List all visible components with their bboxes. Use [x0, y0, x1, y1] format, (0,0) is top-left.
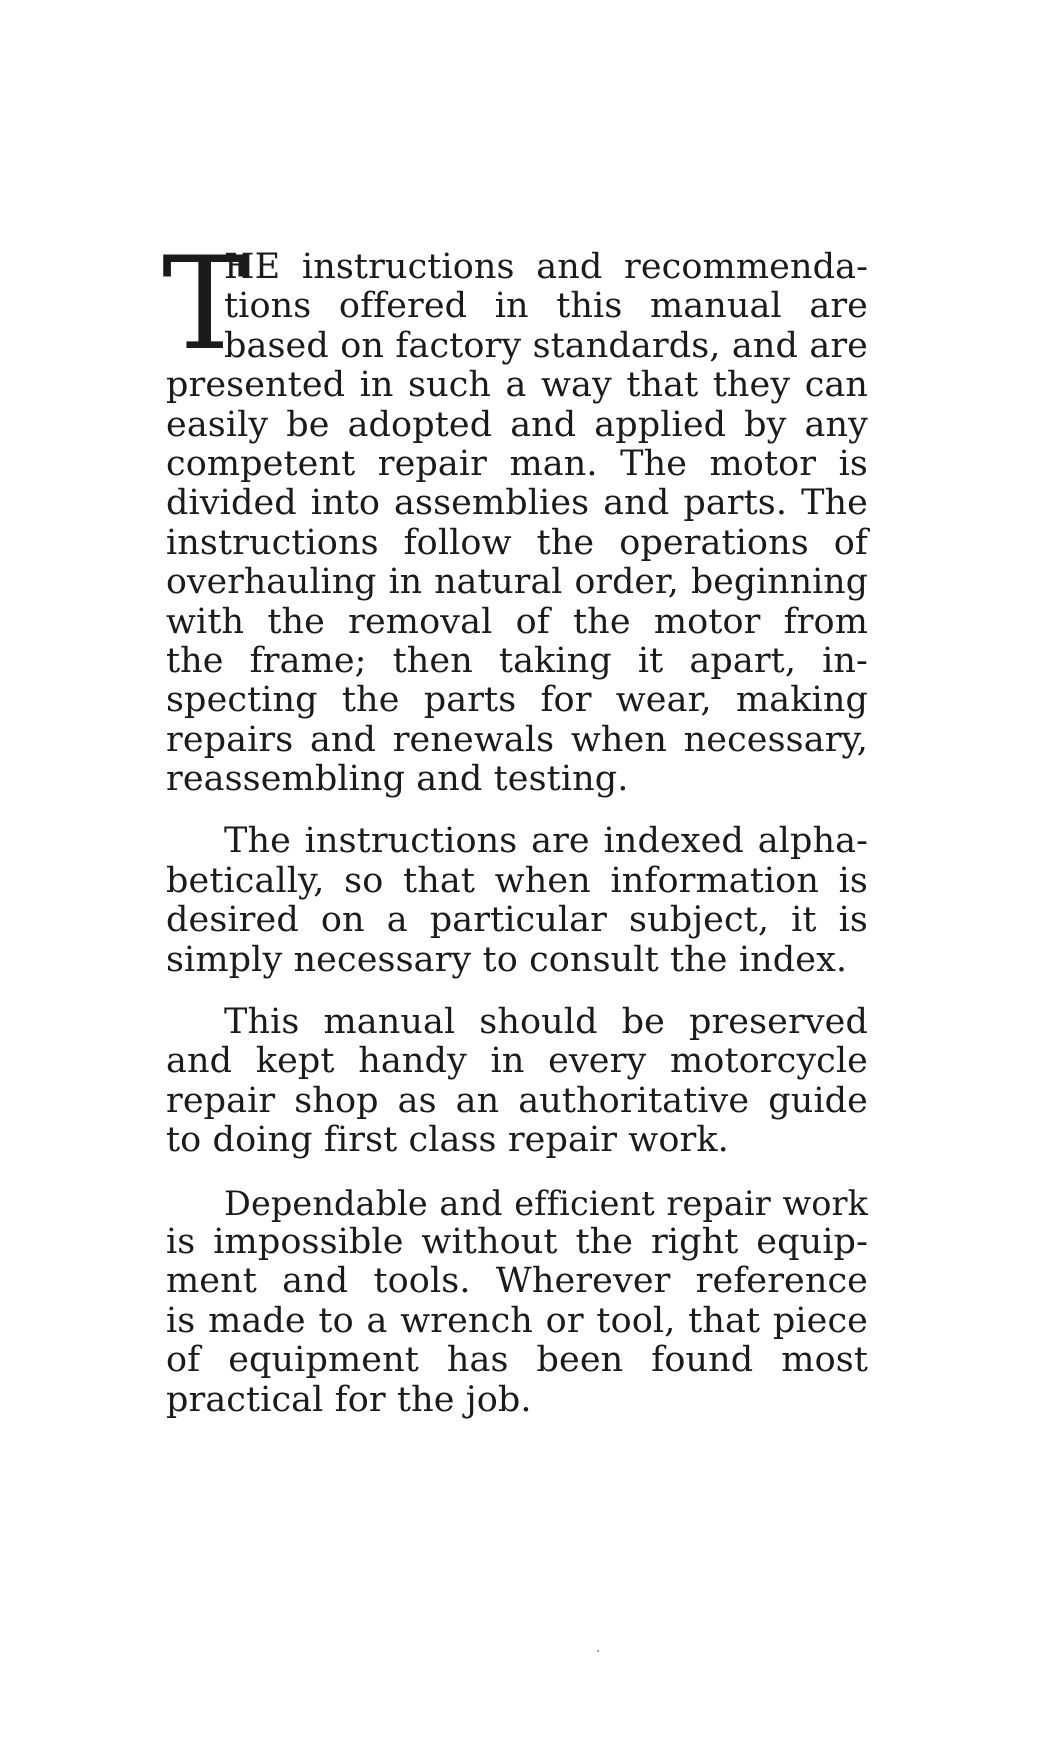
text-line: to doing first class repair work. [166, 1120, 729, 1161]
text-line: easily be adopted and applied by any [166, 404, 868, 445]
text-line: divided into assemblies and parts. The [166, 483, 868, 524]
text-line: based on factory standards, and are [224, 325, 868, 366]
text-line: tions offered in this manual are [224, 286, 868, 327]
paragraph-equipment [166, 1184, 868, 1420]
text-line: reassembling and testing. [166, 759, 629, 800]
paragraph-intro [162, 230, 868, 800]
text-line: HE instructions and recommenda- [224, 247, 868, 287]
text-line: Dependable and efficient repair work [224, 1183, 868, 1223]
text-line: of equipment has been found most [166, 1340, 868, 1381]
paragraph-preserve [166, 1003, 868, 1161]
text-line: repairs and renewals when necessary, [166, 719, 868, 760]
text-line: is impossible without the right equip- [166, 1221, 868, 1262]
text-line: simply necessary to consult the index. [166, 939, 848, 980]
text-line: presented in such a way that they can [166, 365, 868, 406]
text-line: desired on a particular subject, it is [166, 900, 868, 941]
text-column [162, 230, 868, 1420]
text-line: instructions follow the operations of [166, 522, 868, 563]
text-line: betically, so that when information is [166, 860, 868, 901]
text-line: The instructions are indexed alpha- [224, 821, 868, 862]
text-line: overhauling in natural order, beginning [166, 562, 868, 603]
scan-speck [597, 1650, 599, 1652]
text-line: specting the parts for wear, making [166, 680, 868, 721]
text-line: competent repair man. The motor is [166, 443, 868, 484]
text-line: is made to a wrench or tool, that piece [166, 1300, 868, 1341]
paragraph-index [166, 822, 868, 980]
text-line: practical for the job. [166, 1379, 532, 1420]
text-line: ment and tools. Wherever reference [166, 1261, 868, 1302]
drop-cap: T [162, 230, 248, 379]
text-line: This manual should be preserved [224, 1002, 868, 1043]
text-line: repair shop as an authoritative guide [166, 1080, 868, 1121]
text-line: and kept handy in every motorcycle [166, 1041, 868, 1082]
text-line: the frame; then taking it apart, in- [166, 640, 868, 681]
text-line: with the removal of the motor from [166, 601, 868, 642]
